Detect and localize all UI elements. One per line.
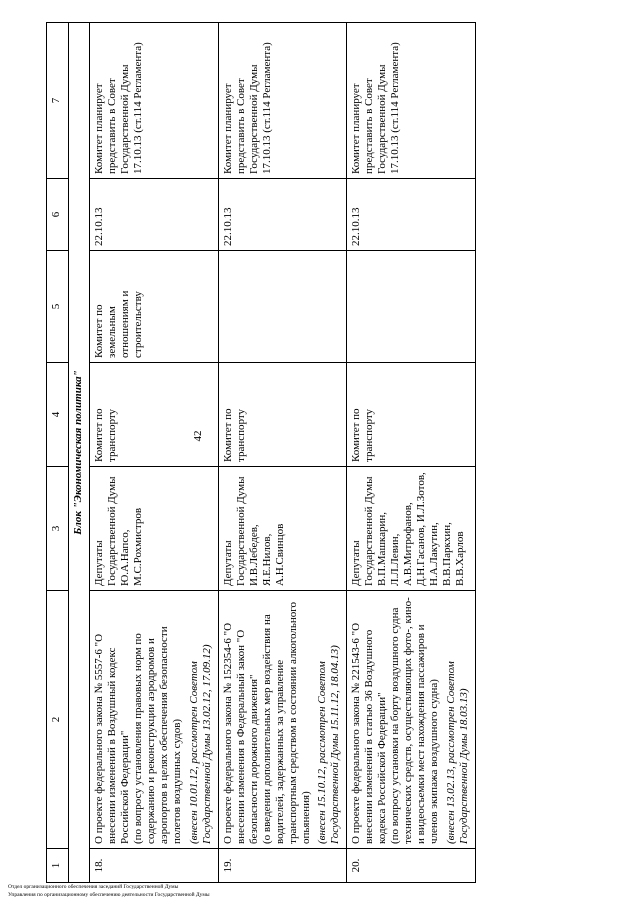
block-title-row [69,22,90,882]
table-row [218,22,347,882]
row-note: Комитет планирует представить в Совет Государственной Думы 17.10.13 (ст.114 Регламента) [89,22,218,178]
col-number-2: 2 [47,590,69,848]
col-number-7: 7 [47,22,69,178]
row-initiator: Депутаты Государственной Думы И.В.Лебедев, Я.Е.Нилов, А.Н.Свинцов [218,466,347,590]
col-number-3: 3 [47,466,69,590]
subject-status-italic: (внесен 10.01.12, рассмотрен Советом Государственной Думы 13.02.12, 17.09.12) [187,643,213,844]
col-number-1: 1 [47,848,69,882]
subject-title: О проекте федерального закона № 5557-6 "О внесении изменений в Воздушный кодекс Российской Федерации" [92,633,131,844]
subject-title: О проекте федерального закона № 152354-6 "О внесении изменения в Федеральный закон "О безопасности дорожного движения" [221,622,260,844]
row-note: Комитет планирует представить в Совет Государственной Думы 17.10.13 (ст.114 Регламента) [347,22,476,178]
subject-title: О проекте федерального закона № 221543-6 "О внесении изменений в статью 36 Воздушного кодекса Российской Федерации" [350,622,389,844]
row-co-committee [218,250,347,362]
row-number: 20. [347,848,476,882]
row-subject [89,590,218,848]
rotated-table-container [46,23,594,883]
footer-line-2: Управления по организационному обеспечению деятельности Государственной Думы [8,891,210,898]
subject-status-italic: (внесен 13.02.13, рассмотрен Советом Государственной Думы 18.03.13) [445,660,471,844]
footer-line-1: Отдел организационного обеспечения заседаний Государственной Думы [8,884,179,891]
col-number-5: 5 [47,250,69,362]
table-row [347,22,476,882]
row-co-committee [347,250,476,362]
table-column-number-row [47,22,69,882]
row-co-committee: Комитет по земельным отношениям и строительству [89,250,218,362]
subject-note: (по вопросу установки на борту воздушного судна технических средств, осуществляющих фото-, кино- и видеосъемки мест нахождения пассажиров и членов экипажа воздушного судна) [389,596,441,844]
row-responsible-committee: Комитет по транспорту [218,362,347,466]
row-date: 22.10.13 [347,178,476,250]
row-responsible-committee: Комитет по транспорту [89,362,218,466]
row-note: Комитет планирует представить в Совет Государственной Думы 17.10.13 (ст.114 Регламента) [218,22,347,178]
subject-note: (о введении дополнительных мер воздействия на водителей, задержанных за управление транспортным средством в состоянии алкогольного опьянения) [260,601,312,844]
col-number-6: 6 [47,178,69,250]
row-initiator: Депутаты Государственной Думы В.П.Машкарин, Л.Л.Левин, А.В.Митрофанов, Д.Н.Гасанов, И.Л.Зотов, Н.А.Лакутин, В.В.Паркхин, В.В.Харлов [347,466,476,590]
row-responsible-committee: Комитет по транспорту [347,362,476,466]
agenda-table [46,22,476,883]
row-number: 19. [218,848,347,882]
block-title: Блок "Экономическая политика" [69,22,90,882]
subject-status-italic: (внесен 15.10.12, рассмотрен Советом Государственной Думы 15.11.12, 18.04.13) [316,644,342,844]
row-initiator: Депутаты Государственной Думы Ю.А.Напсо, М.С.Рохмистров [89,466,218,590]
row-number: 18. [89,848,218,882]
row-date: 22.10.13 [89,178,218,250]
row-subject [218,590,347,848]
page-footer [8,884,210,899]
row-date: 22.10.13 [218,178,347,250]
row-subject [347,590,476,848]
table-row [89,22,218,882]
page-number: 42 [192,430,204,442]
subject-note: (по вопросу установления правовых норм по содержанию и реконструкции аэродромов и аэропортов в целях обеспечения безопасности полетов воздушных судов) [131,625,183,844]
col-number-4: 4 [47,362,69,466]
